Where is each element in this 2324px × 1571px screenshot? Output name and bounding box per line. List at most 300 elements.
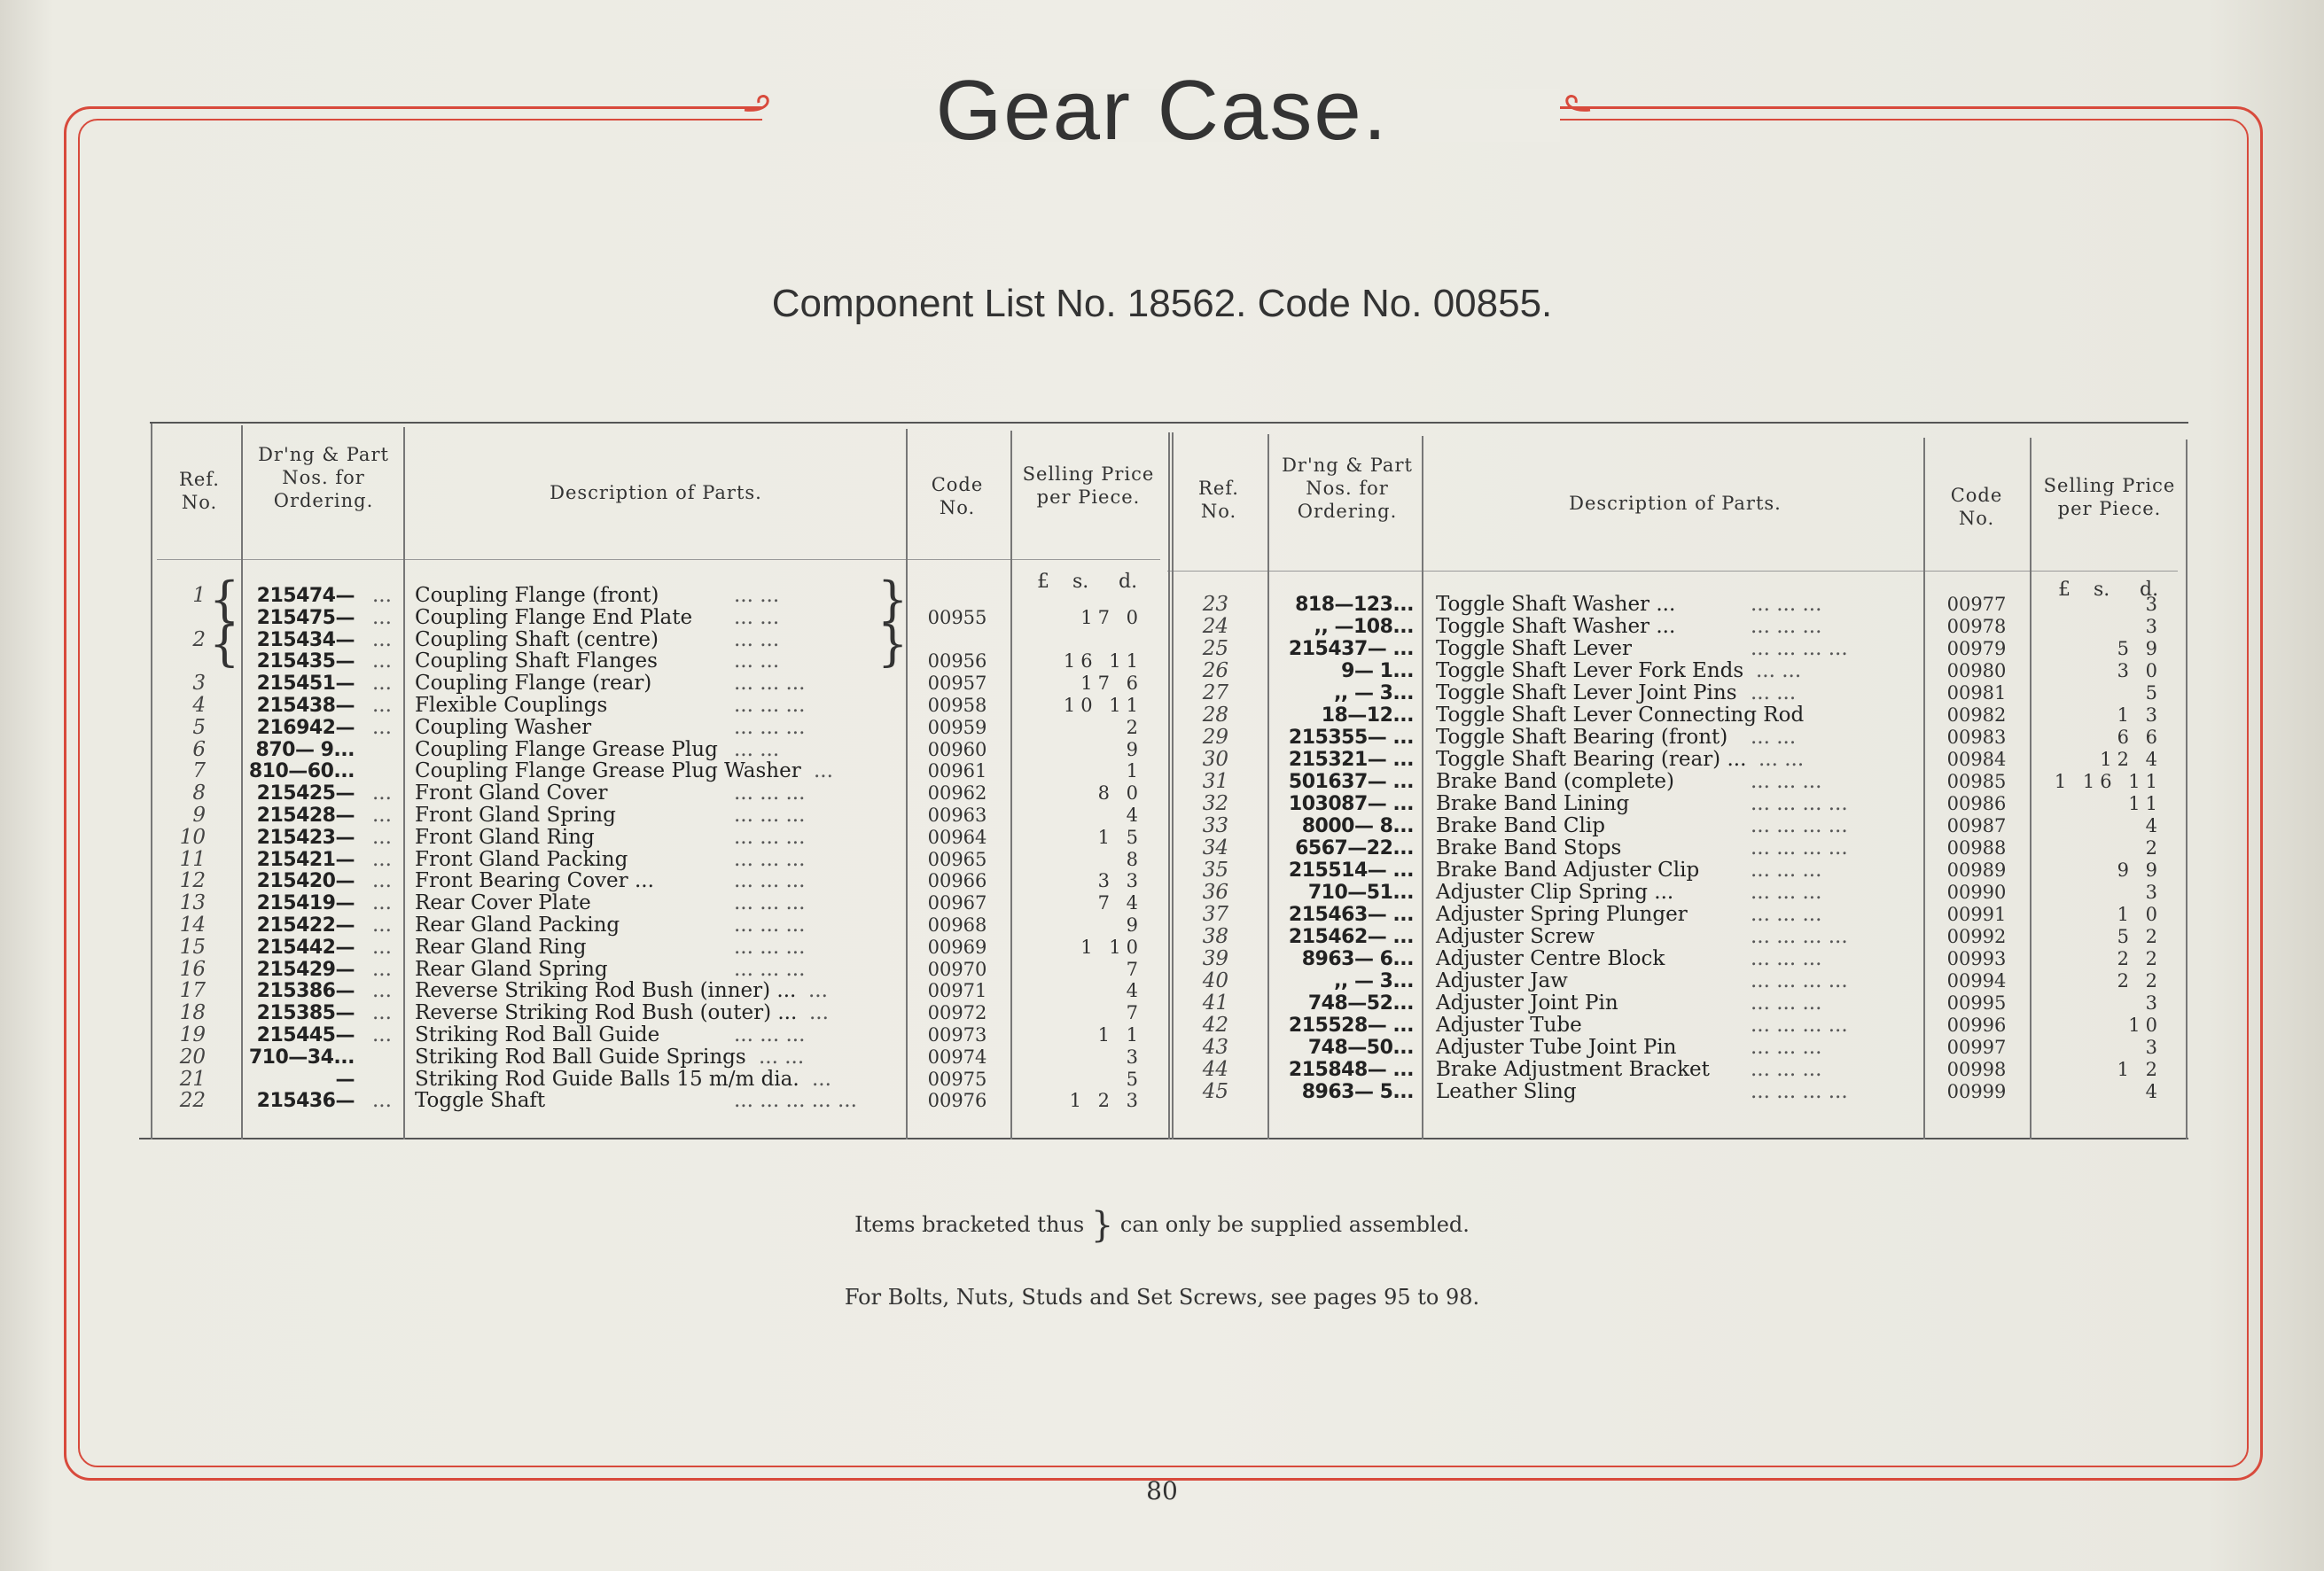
selling-price: 8 0 bbox=[1097, 782, 1143, 805]
leader-dots: ... ... ... bbox=[1751, 1058, 1822, 1081]
selling-price: 1 0 bbox=[2117, 904, 2163, 925]
pounds-label-right: £ bbox=[2058, 579, 2071, 601]
part-description: Coupling Flange Grease Plug Washer bbox=[415, 759, 801, 783]
part-leader-dots: ... bbox=[372, 957, 392, 981]
ref-number: 13 bbox=[179, 891, 206, 915]
selling-price: 16 11 bbox=[1063, 650, 1143, 673]
leader-dots: ... ... bbox=[734, 737, 780, 761]
code-number: 00957 bbox=[927, 673, 987, 695]
part-description: Adjuster Centre Block bbox=[1436, 947, 1665, 970]
ref-number: 1 bbox=[192, 584, 206, 607]
part-number: 8000— 8... bbox=[1301, 815, 1414, 837]
header-part-right: Dr'ng & Part Nos. for Ordering. bbox=[1282, 455, 1413, 522]
part-number: 215428— bbox=[256, 805, 355, 827]
selling-price: 10 bbox=[2128, 1015, 2163, 1036]
column-rule bbox=[1923, 438, 1925, 1139]
column-rule bbox=[2030, 438, 2032, 1139]
part-description: Coupling Flange End Plate bbox=[415, 605, 693, 629]
part-leader-dots: ... bbox=[372, 627, 392, 651]
part-leader-dots: ... bbox=[372, 869, 392, 893]
ref-number: 35 bbox=[1202, 859, 1228, 882]
part-number: 215436— bbox=[256, 1090, 355, 1113]
selling-price: 10 11 bbox=[1063, 695, 1143, 716]
header-part-left: Dr'ng & Part Nos. for Ordering. bbox=[258, 444, 389, 511]
column-rule bbox=[1168, 432, 1170, 1139]
leader-dots: ... ... ... ... bbox=[1751, 925, 1848, 948]
code-number: 00978 bbox=[1946, 616, 2007, 637]
part-description: Flexible Couplings bbox=[415, 694, 608, 717]
part-description: Reverse Striking Rod Bush (inner) ... bbox=[415, 979, 797, 1003]
column-rule bbox=[1422, 436, 1423, 1139]
part-number: — bbox=[335, 1068, 355, 1091]
leader-dots: ... ... ... bbox=[1751, 1036, 1822, 1059]
bracket-symbol-icon: } bbox=[1090, 1205, 1114, 1246]
ref-number: 24 bbox=[1202, 615, 1228, 638]
ref-number: 23 bbox=[1202, 593, 1228, 616]
bolts-note: For Bolts, Nuts, Studs and Set Screws, see pages 95 to 98. bbox=[844, 1285, 1480, 1310]
code-number: 00973 bbox=[927, 1024, 987, 1046]
part-description: Striking Rod Ball Guide bbox=[415, 1023, 660, 1046]
part-number: 215421— bbox=[256, 848, 355, 871]
leader-dots: ... ... ... ... bbox=[1751, 969, 1848, 992]
leader-dots: ... bbox=[808, 979, 828, 1003]
part-leader-dots: ... bbox=[372, 1023, 392, 1046]
leader-dots: ... ... ... ... bbox=[1751, 836, 1848, 859]
code-number: 00956 bbox=[927, 650, 987, 673]
ref-number: 22 bbox=[179, 1089, 206, 1113]
ref-number: 7 bbox=[192, 759, 206, 783]
header-price-right: Selling Price per Piece. bbox=[2043, 475, 2176, 519]
ref-number: 31 bbox=[1202, 770, 1228, 793]
part-description: Adjuster Tube bbox=[1436, 1014, 1582, 1037]
code-number: 00998 bbox=[1946, 1059, 2007, 1080]
leader-dots: ... bbox=[814, 759, 833, 783]
part-number: 215423— bbox=[256, 826, 355, 849]
code-number: 00962 bbox=[927, 782, 987, 805]
part-leader-dots: ... bbox=[372, 847, 392, 871]
part-description: Front Bearing Cover ... bbox=[415, 869, 654, 893]
part-description: Rear Gland Spring bbox=[415, 957, 608, 981]
code-number: 00974 bbox=[927, 1046, 987, 1068]
ref-number: 40 bbox=[1202, 969, 1228, 992]
code-number: 00980 bbox=[1946, 660, 2007, 681]
header-desc-left: Description of Parts. bbox=[550, 482, 762, 503]
part-description: Toggle Shaft bbox=[415, 1089, 546, 1113]
part-number: 215385— bbox=[256, 1002, 355, 1025]
pence-label-right: d. bbox=[2140, 579, 2159, 601]
leader-dots: ... ... ... bbox=[1751, 593, 1822, 616]
selling-price: 9 bbox=[1126, 738, 1143, 760]
selling-price: 17 0 bbox=[1080, 606, 1143, 628]
part-number: 215848— ... bbox=[1288, 1059, 1414, 1081]
part-leader-dots: ... bbox=[372, 804, 392, 827]
selling-price: 4 bbox=[1126, 980, 1143, 1002]
part-number: 18—12... bbox=[1321, 704, 1414, 727]
selling-price: 3 bbox=[2145, 616, 2163, 637]
part-number: 818—123... bbox=[1295, 594, 1414, 616]
code-number: 00990 bbox=[1946, 882, 2007, 903]
part-description: Reverse Striking Rod Bush (outer) ... bbox=[415, 1001, 798, 1025]
part-leader-dots: ... bbox=[372, 649, 392, 673]
ref-number: 29 bbox=[1202, 726, 1228, 749]
part-number: 215475— bbox=[256, 606, 355, 629]
part-number: ,, — 3... bbox=[1334, 682, 1414, 704]
leader-dots: ... ... ... bbox=[1751, 881, 1822, 904]
part-description: Toggle Shaft Lever Fork Ends bbox=[1436, 659, 1744, 682]
part-number: 215386— bbox=[256, 980, 355, 1003]
code-number: 00989 bbox=[1946, 859, 2007, 881]
selling-price: 4 bbox=[1126, 805, 1143, 826]
column-rule bbox=[1172, 432, 1174, 1139]
code-number: 00960 bbox=[927, 738, 987, 760]
selling-price: 1 5 bbox=[1097, 826, 1143, 848]
part-description: Toggle Shaft Bearing (front) bbox=[1436, 726, 1728, 749]
part-description: Front Gland Spring bbox=[415, 804, 616, 827]
ref-number: 21 bbox=[179, 1067, 206, 1091]
part-number: 9— 1... bbox=[1341, 660, 1414, 682]
code-number: 00968 bbox=[927, 914, 987, 936]
selling-price: 1 1 bbox=[1097, 1024, 1143, 1046]
assembly-brace-code2: } bbox=[877, 616, 909, 672]
part-number: 215355— ... bbox=[1288, 727, 1414, 749]
part-number: 215434— bbox=[256, 628, 355, 651]
ref-number: 37 bbox=[1202, 903, 1228, 926]
code-number: 00979 bbox=[1946, 638, 2007, 659]
ref-number: 20 bbox=[179, 1045, 206, 1069]
leader-dots: ... ... ... ... bbox=[1751, 1080, 1848, 1103]
part-description: Adjuster Tube Joint Pin bbox=[1436, 1036, 1677, 1059]
part-leader-dots: ... bbox=[372, 935, 392, 959]
leader-dots: ... ... ... bbox=[734, 891, 806, 915]
selling-price: 1 2 3 bbox=[1069, 1090, 1143, 1112]
part-leader-dots: ... bbox=[372, 605, 392, 629]
right-header-rule bbox=[1167, 571, 2178, 572]
ref-number: 45 bbox=[1202, 1080, 1228, 1103]
leader-dots: ... ... bbox=[734, 649, 780, 673]
part-number: 710—51... bbox=[1307, 882, 1414, 904]
code-number: 00997 bbox=[1946, 1037, 2007, 1058]
selling-price: 11 bbox=[2128, 793, 2163, 814]
ref-number: 8 bbox=[192, 782, 206, 805]
part-number: 870— 9... bbox=[255, 738, 355, 761]
leader-dots: ... ... ... bbox=[734, 672, 806, 696]
leader-dots: ... ... ... ... ... bbox=[734, 1089, 857, 1113]
part-description: Coupling Shaft Flanges bbox=[415, 649, 658, 673]
code-number: 00994 bbox=[1946, 970, 2007, 992]
ref-number: 17 bbox=[179, 979, 206, 1003]
part-description: Brake Band Adjuster Clip bbox=[1436, 859, 1700, 882]
part-number: 215420— bbox=[256, 870, 355, 893]
selling-price: 1 bbox=[1126, 760, 1143, 782]
part-number: 215445— bbox=[256, 1024, 355, 1046]
code-number: 00975 bbox=[927, 1068, 987, 1090]
code-number: 00988 bbox=[1946, 837, 2007, 859]
part-description: Front Gland Ring bbox=[415, 825, 595, 849]
part-description: Adjuster Clip Spring ... bbox=[1436, 881, 1674, 904]
table-bottom-rule bbox=[139, 1138, 2188, 1139]
leader-dots: ... ... ... bbox=[734, 1023, 806, 1046]
selling-price: 6 6 bbox=[2117, 727, 2163, 748]
part-number: ,, —108... bbox=[1314, 616, 1414, 638]
leader-dots: ... ... ... bbox=[734, 957, 806, 981]
part-description: Toggle Shaft Washer ... bbox=[1436, 615, 1676, 638]
selling-price: 12 4 bbox=[2100, 749, 2163, 770]
part-description: Coupling Shaft (centre) bbox=[415, 627, 659, 651]
leader-dots: ... ... bbox=[1751, 726, 1797, 749]
leader-dots: ... ... ... bbox=[1751, 992, 1822, 1015]
leader-dots: ... ... ... bbox=[1751, 903, 1822, 926]
part-leader-dots: ... bbox=[372, 715, 392, 739]
code-number: 00971 bbox=[927, 980, 987, 1002]
part-description: Rear Cover Plate bbox=[415, 891, 591, 915]
code-number: 00995 bbox=[1946, 992, 2007, 1014]
leader-dots: ... ... bbox=[734, 627, 780, 651]
part-number: 216942— bbox=[256, 716, 355, 739]
code-number: 00985 bbox=[1946, 771, 2007, 792]
part-description: Coupling Flange (rear) bbox=[415, 672, 652, 696]
pounds-label-left: £ bbox=[1037, 571, 1049, 593]
code-number: 00984 bbox=[1946, 749, 2007, 770]
code-number: 00976 bbox=[927, 1090, 987, 1112]
ref-number: 28 bbox=[1202, 704, 1228, 727]
component-list-subtitle: Component List No. 18562. Code No. 00855. bbox=[771, 282, 1553, 325]
assembly-brace-ref2: { bbox=[209, 616, 240, 672]
selling-price: 5 bbox=[2145, 682, 2163, 704]
leader-dots: ... ... bbox=[759, 1045, 805, 1069]
ref-number: 9 bbox=[192, 804, 206, 827]
code-number: 00967 bbox=[927, 892, 987, 914]
code-number: 00992 bbox=[1946, 926, 2007, 947]
ref-number: 3 bbox=[192, 672, 206, 696]
leader-dots: ... ... ... ... bbox=[1751, 814, 1848, 837]
header-code-right: Code No. bbox=[1950, 485, 2003, 529]
part-number: 103087— ... bbox=[1288, 793, 1414, 815]
part-leader-dots: ... bbox=[372, 1001, 392, 1025]
ref-number: 27 bbox=[1202, 681, 1228, 704]
part-description: Brake Adjustment Bracket bbox=[1436, 1058, 1710, 1081]
part-description: Toggle Shaft Lever bbox=[1436, 637, 1632, 660]
part-description: Toggle Shaft Washer ... bbox=[1436, 593, 1676, 616]
header-code-left: Code No. bbox=[931, 474, 984, 518]
ref-number: 39 bbox=[1202, 947, 1228, 970]
part-number: 215437— ... bbox=[1288, 638, 1414, 660]
selling-price: 5 9 bbox=[2117, 638, 2163, 659]
part-number: 215422— bbox=[256, 914, 355, 937]
part-description: Adjuster Spring Plunger bbox=[1436, 903, 1688, 926]
part-number: 748—52... bbox=[1307, 992, 1414, 1015]
part-description: Toggle Shaft Lever Connecting Rod bbox=[1436, 704, 1805, 727]
selling-price: 1 2 bbox=[2117, 1059, 2163, 1080]
leader-dots: ... ... ... bbox=[734, 715, 806, 739]
part-description: Toggle Shaft Lever Joint Pins bbox=[1436, 681, 1737, 704]
code-number: 00972 bbox=[927, 1002, 987, 1024]
part-number: 215425— bbox=[256, 782, 355, 805]
selling-price: 4 bbox=[2145, 815, 2163, 836]
part-number: 215451— bbox=[256, 673, 355, 696]
ref-number: 34 bbox=[1202, 836, 1228, 859]
selling-price: 5 2 bbox=[2117, 926, 2163, 947]
ref-number: 11 bbox=[179, 847, 206, 871]
part-number: 215435— bbox=[256, 650, 355, 673]
part-description: Brake Band Lining bbox=[1436, 792, 1630, 815]
part-description: Toggle Shaft Bearing (rear) ... bbox=[1436, 748, 1747, 771]
ref-number: 5 bbox=[192, 715, 206, 739]
part-leader-dots: ... bbox=[372, 891, 392, 915]
header-ref-left: Ref. No. bbox=[179, 469, 220, 513]
selling-price: 3 bbox=[2145, 882, 2163, 903]
shillings-label-right: s. bbox=[2094, 579, 2110, 601]
code-number: 00958 bbox=[927, 695, 987, 716]
code-number: 00963 bbox=[927, 805, 987, 826]
leader-dots: ... ... ... ... bbox=[1751, 792, 1848, 815]
column-rule bbox=[2186, 439, 2188, 1139]
ref-number: 32 bbox=[1202, 792, 1228, 815]
part-description: Brake Band (complete) bbox=[1436, 770, 1674, 793]
ref-number: 6 bbox=[192, 737, 206, 761]
selling-price: 2 bbox=[2145, 837, 2163, 859]
part-description: Striking Rod Guide Balls 15 m/m dia. bbox=[415, 1067, 799, 1091]
column-rule bbox=[906, 429, 908, 1139]
selling-price: 3 bbox=[1126, 1046, 1143, 1068]
part-description: Striking Rod Ball Guide Springs bbox=[415, 1045, 746, 1069]
bracket-note-after: can only be supplied assembled. bbox=[1119, 1212, 1470, 1237]
code-number: 00987 bbox=[1946, 815, 2007, 836]
selling-price: 3 3 bbox=[1097, 870, 1143, 892]
ref-number: 4 bbox=[192, 694, 206, 717]
ref-number: 30 bbox=[1202, 748, 1228, 771]
part-description: Adjuster Joint Pin bbox=[1436, 992, 1618, 1015]
part-number: 215474— bbox=[256, 585, 355, 607]
code-number: 00969 bbox=[927, 936, 987, 958]
selling-price: 9 9 bbox=[2117, 859, 2163, 881]
part-description: Adjuster Jaw bbox=[1436, 969, 1568, 992]
selling-price: 3 bbox=[2145, 594, 2163, 615]
part-leader-dots: ... bbox=[372, 672, 392, 696]
part-number: 215442— bbox=[256, 936, 355, 959]
ref-number: 19 bbox=[179, 1023, 206, 1046]
ref-number: 42 bbox=[1202, 1014, 1228, 1037]
pence-label-left: d. bbox=[1119, 571, 1138, 593]
ref-number: 18 bbox=[179, 1001, 206, 1025]
part-number: ,, — 3... bbox=[1334, 970, 1414, 992]
part-number: 6567—22... bbox=[1295, 837, 1414, 859]
part-number: 710—34... bbox=[248, 1046, 355, 1069]
selling-price: 2 bbox=[1126, 716, 1143, 738]
ref-number: 44 bbox=[1202, 1058, 1228, 1081]
code-number: 00965 bbox=[927, 848, 987, 870]
part-leader-dots: ... bbox=[372, 1089, 392, 1113]
ref-number: 10 bbox=[179, 825, 206, 849]
leader-dots: ... ... ... bbox=[1751, 859, 1822, 882]
leader-dots: ... ... bbox=[734, 584, 780, 607]
part-description: Front Gland Packing bbox=[415, 847, 628, 871]
header-ref-right: Ref. No. bbox=[1198, 478, 1239, 522]
part-description: Brake Band Clip bbox=[1436, 814, 1605, 837]
code-number: 00977 bbox=[1946, 594, 2007, 615]
page-number: 80 bbox=[1146, 1476, 1178, 1505]
leader-dots: ... ... ... bbox=[1751, 947, 1822, 970]
leader-dots: ... ... ... bbox=[1751, 615, 1822, 638]
leader-dots: ... ... bbox=[1759, 748, 1805, 771]
leader-dots: ... ... bbox=[1756, 659, 1802, 682]
column-rule bbox=[1010, 431, 1012, 1139]
ref-number: 43 bbox=[1202, 1036, 1228, 1059]
code-number: 00964 bbox=[927, 826, 987, 848]
assembly-brace-ref1: { bbox=[209, 572, 240, 627]
selling-price: 5 bbox=[1126, 1068, 1143, 1090]
part-number: 8963— 5... bbox=[1301, 1081, 1414, 1103]
part-description: Coupling Flange Grease Plug bbox=[415, 737, 718, 761]
code-number: 00966 bbox=[927, 870, 987, 892]
column-rule bbox=[403, 427, 405, 1139]
leader-dots: ... ... ... bbox=[734, 825, 806, 849]
shillings-label-left: s. bbox=[1072, 571, 1089, 593]
selling-price: 3 bbox=[2145, 1037, 2163, 1058]
code-number: 00955 bbox=[927, 606, 987, 628]
code-number: 00999 bbox=[1946, 1081, 2007, 1102]
selling-price: 1 10 bbox=[1080, 936, 1143, 958]
part-number: 215438— bbox=[256, 695, 355, 717]
selling-price: 7 bbox=[1126, 958, 1143, 980]
code-number: 00993 bbox=[1946, 948, 2007, 969]
page-title: Gear Case. bbox=[935, 63, 1389, 158]
part-description: Front Gland Cover bbox=[415, 782, 608, 805]
code-number: 00959 bbox=[927, 716, 987, 738]
leader-dots: ... ... bbox=[1751, 681, 1797, 704]
selling-price: 2 2 bbox=[2117, 970, 2163, 992]
part-number: 501637— ... bbox=[1288, 771, 1414, 793]
ref-number: 16 bbox=[179, 957, 206, 981]
code-number: 00970 bbox=[927, 958, 987, 980]
part-description: Rear Gland Ring bbox=[415, 935, 587, 959]
header-price-left: Selling Price per Piece. bbox=[1022, 463, 1155, 508]
leader-dots: ... ... ... bbox=[734, 935, 806, 959]
part-description: Leather Sling bbox=[1436, 1080, 1577, 1103]
leader-dots: ... bbox=[809, 1001, 829, 1025]
ref-number: 2 bbox=[192, 627, 206, 651]
part-description: Coupling Washer bbox=[415, 715, 592, 739]
selling-price: 4 bbox=[2145, 1081, 2163, 1102]
leader-dots: ... ... ... bbox=[734, 869, 806, 893]
leader-dots: ... ... ... bbox=[734, 782, 806, 805]
leader-dots: ... ... bbox=[734, 605, 780, 629]
code-number: 00981 bbox=[1946, 682, 2007, 704]
leader-dots: ... bbox=[812, 1067, 831, 1091]
selling-price: 1 16 11 bbox=[2054, 771, 2163, 792]
leader-dots: ... ... ... bbox=[734, 694, 806, 717]
part-number: 215528— ... bbox=[1288, 1015, 1414, 1037]
ref-number: 26 bbox=[1202, 659, 1228, 682]
ref-number: 41 bbox=[1202, 992, 1228, 1015]
ref-number: 12 bbox=[179, 869, 206, 893]
selling-price: 2 2 bbox=[2117, 948, 2163, 969]
part-number: 215321— ... bbox=[1288, 749, 1414, 771]
ref-number: 36 bbox=[1202, 881, 1228, 904]
part-leader-dots: ... bbox=[372, 914, 392, 937]
ref-number: 14 bbox=[179, 914, 206, 937]
ref-number: 33 bbox=[1202, 814, 1228, 837]
part-leader-dots: ... bbox=[372, 979, 392, 1003]
selling-price: 7 4 bbox=[1097, 892, 1143, 914]
bracket-note bbox=[0, 1205, 2324, 1246]
leader-dots: ... ... ... ... bbox=[1751, 637, 1848, 660]
part-description: Rear Gland Packing bbox=[415, 914, 620, 937]
leader-dots: ... ... ... bbox=[734, 847, 806, 871]
part-leader-dots: ... bbox=[372, 782, 392, 805]
selling-price: 17 6 bbox=[1080, 673, 1143, 695]
part-leader-dots: ... bbox=[372, 584, 392, 607]
part-leader-dots: ... bbox=[372, 825, 392, 849]
